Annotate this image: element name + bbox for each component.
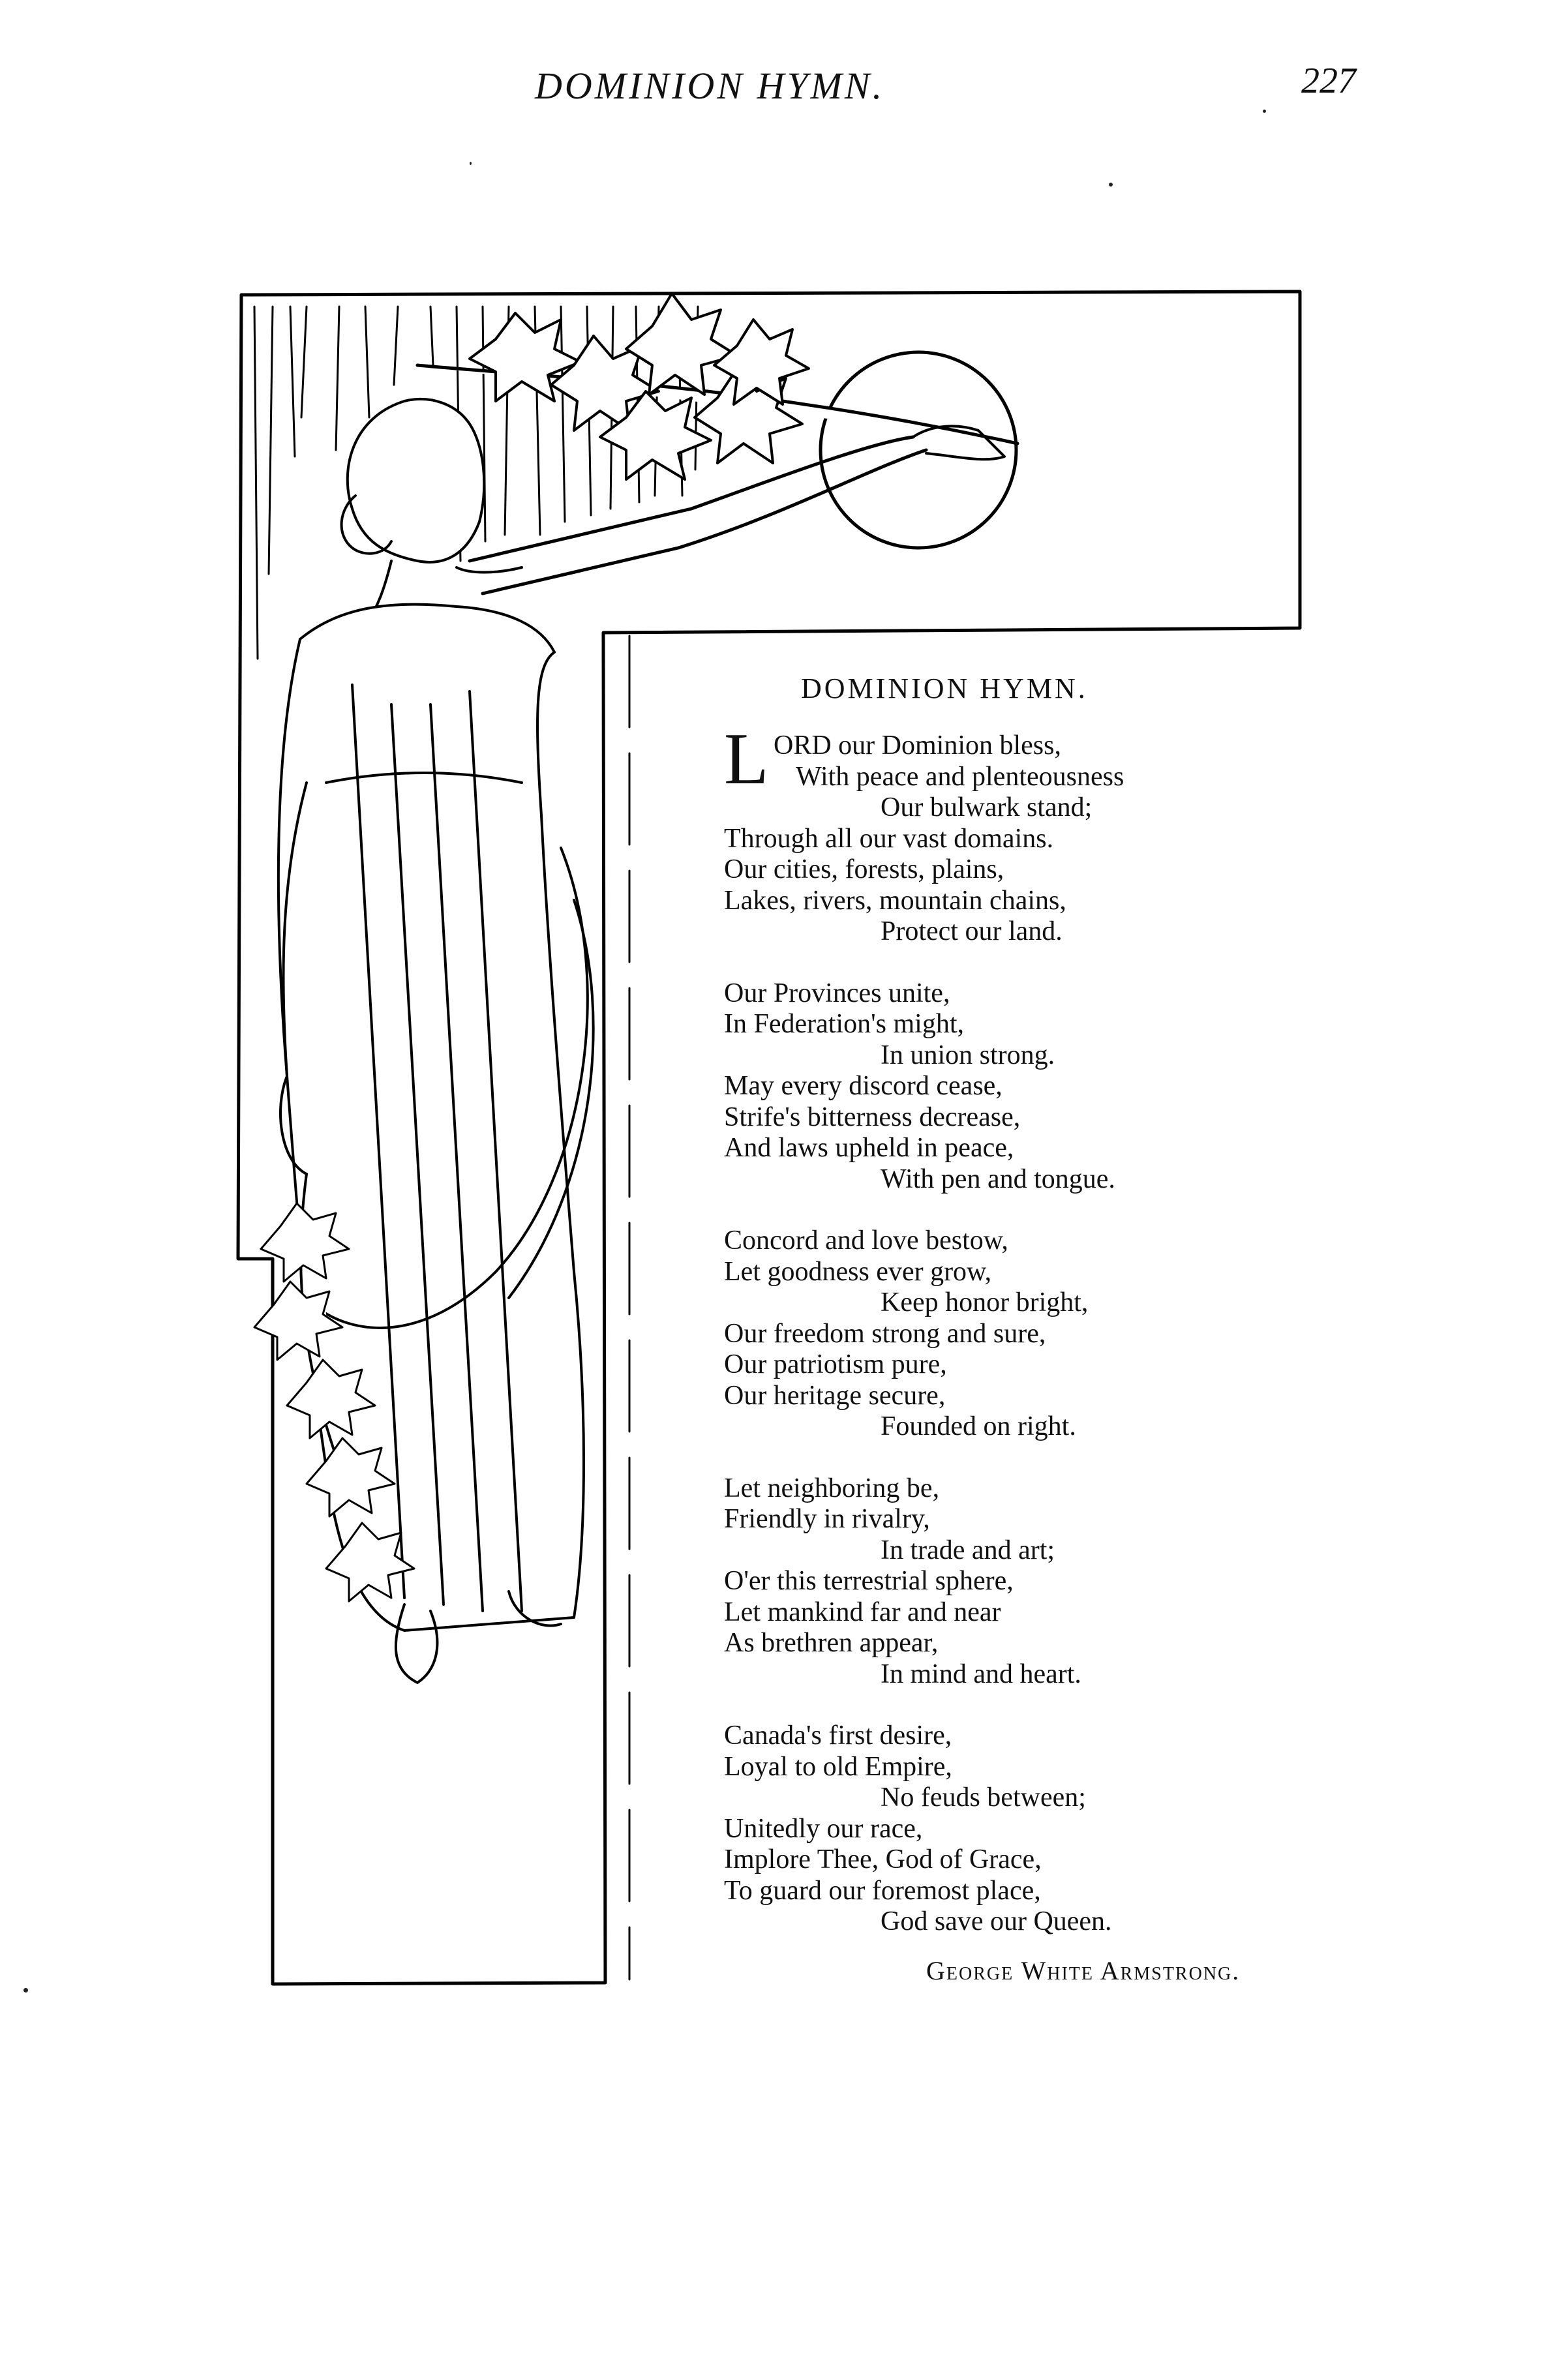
poem-line: Let neighboring be,: [724, 1473, 940, 1503]
poem-line: Unitedly our race,: [724, 1813, 923, 1844]
poem-line: In union strong.: [881, 1040, 1055, 1070]
poem-line: With pen and tongue.: [881, 1164, 1115, 1194]
poem-line: No feuds between;: [881, 1782, 1086, 1812]
ivy-vine: [254, 1174, 414, 1601]
maple-branch: [417, 293, 1018, 479]
poem-line: Let goodness ever grow,: [724, 1256, 992, 1287]
poem-line: In Federation's might,: [724, 1009, 965, 1039]
poem-line: Let mankind far and near: [724, 1597, 1001, 1627]
poem-line: Our bulwark stand;: [881, 792, 1093, 822]
poem-line: Friendly in rivalry,: [724, 1504, 930, 1534]
page-number: 227: [1301, 61, 1356, 101]
poem-line: With peace and plenteousness: [796, 761, 1124, 792]
stanza: [724, 978, 1311, 1196]
poem-line: Our Provinces unite,: [724, 978, 950, 1008]
running-title: DOMINION HYMN.: [535, 65, 885, 107]
print-speck: [1263, 110, 1266, 113]
poem-line: To guard our foremost place,: [724, 1875, 1041, 1906]
print-speck: [470, 162, 472, 165]
poem-line: Our cities, forests, plains,: [724, 854, 1004, 884]
poem-author: George White Armstrong.: [926, 1956, 1241, 1985]
poem-line: Through all our vast domains.: [724, 823, 1054, 854]
poem-line: Implore Thee, God of Grace,: [724, 1844, 1042, 1874]
poem-line: Concord and love bestow,: [724, 1226, 1008, 1256]
poem-line: Founded on right.: [881, 1411, 1076, 1441]
poem-line: In trade and art;: [881, 1535, 1055, 1565]
poem-line: Our freedom strong and sure,: [724, 1318, 1046, 1349]
stanza: [724, 1721, 1311, 1938]
poem-line: Strife's bitterness decrease,: [724, 1102, 1021, 1132]
poem-line: O'er this terrestrial sphere,: [724, 1566, 1014, 1596]
poem-line: Loyal to old Empire,: [724, 1751, 952, 1782]
poem-line: Keep honor bright,: [881, 1287, 1089, 1317]
poem-line: Our patriotism pure,: [724, 1349, 947, 1379]
print-speck: [23, 1988, 28, 1993]
poem-line: As brethren appear,: [724, 1628, 939, 1658]
stanza: [724, 1226, 1311, 1443]
drop-cap: L: [724, 719, 769, 800]
poem-title: DOMINION HYMN.: [801, 672, 1088, 704]
stanza: [724, 719, 1311, 948]
moon: [821, 352, 1016, 548]
poem-line: May every discord cease,: [724, 1071, 1003, 1101]
stanza: [724, 1473, 1311, 1691]
poem-line: God save our Queen.: [881, 1906, 1112, 1936]
poem-line-text: ORD our Dominion bless,: [774, 730, 1061, 760]
poem-line: Canada's first desire,: [724, 1721, 952, 1751]
print-speck: [1109, 183, 1113, 187]
poem-line: Lakes, rivers, mountain chains,: [724, 885, 1066, 916]
poem-line: In mind and heart.: [881, 1659, 1081, 1689]
forest-trees: [254, 307, 698, 659]
poem-line: And laws upheld in peace,: [724, 1133, 1014, 1163]
poem-line: Protect our land.: [881, 916, 1063, 946]
poem-body: [724, 719, 1311, 1968]
poem-line: Our heritage secure,: [724, 1380, 946, 1411]
